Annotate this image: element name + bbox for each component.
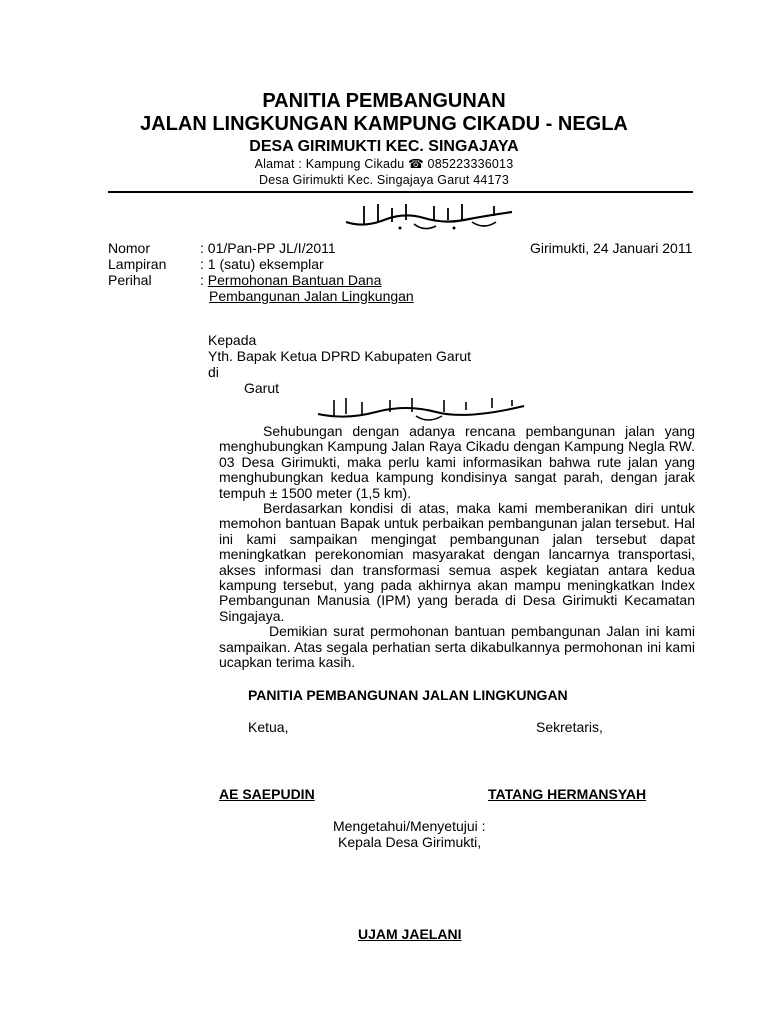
body-paragraph-3: Demikian surat permohonan bantuan pembangunan Jalan ini kami sampaikan. Atas segala perhatian serta dikabulkannya permohonan ini kami ucapkan terima kasih.	[219, 623, 695, 671]
nomor-label: Nomor	[108, 240, 151, 256]
bismillah-calligraphy	[344, 198, 514, 234]
letterhead-address-line1: Alamat : Kampung Cikadu ☎ 085223336013	[254, 157, 514, 171]
recipient-kepada: Kepada	[208, 332, 257, 348]
perihal-value-line2: Pembangunan Jalan Lingkungan	[209, 288, 414, 304]
letter-date: Girimukti, 24 Januari 2011	[530, 240, 693, 256]
letterhead-address-line2: Desa Girimukti Kec. Singajaya Garut 44173	[259, 173, 509, 187]
ketua-title: Ketua,	[248, 719, 289, 735]
kades-name: UJAM JAELANI	[358, 926, 462, 942]
nomor-value: : 01/Pan-PP JL/I/2011	[200, 240, 336, 256]
lampiran-value: : 1 (satu) eksemplar	[200, 256, 324, 272]
letterhead-subtitle: JALAN LINGKUNGAN KAMPUNG CIKADU - NEGLA	[140, 113, 628, 135]
recipient-city: Garut	[244, 380, 280, 396]
sekretaris-title: Sekretaris,	[536, 719, 603, 735]
letterhead-divider	[108, 191, 693, 193]
perihal-value-line1: Permohonan Bantuan Dana	[207, 272, 382, 288]
body-paragraph-2: Berdasarkan kondisi di atas, maka kami memberanikan diri untuk memohon bantuan Bapak untuk perbaikan pembangunan jalan tersebut. Hal ini kami sampaikan mengingat pembangunan jalan tersebut dapat meningkatkan perekonomian masyarakat dengan lancarnya transportasi, akses informasi dan transformasi semua aspek kegiatan antara kedua kampung tersebut, yang pada akhirnya akan mampu meningkatkan Index Pembangunan Manusia (IPM) yang berada di Desa Girimukti Kecamatan Singajaya.	[219, 500, 695, 624]
approval-position: Kepala Desa Girimukti,	[338, 834, 482, 850]
perihal-colon: :	[200, 272, 208, 288]
ketua-name: AE SAEPUDIN	[219, 786, 315, 802]
lampiran-label: Lampiran	[108, 256, 167, 272]
letterhead-village: DESA GIRIMUKTI KEC. SINGAJAYA	[249, 138, 519, 155]
perihal-line1	[200, 272, 381, 289]
recipient-di: di	[208, 364, 219, 380]
committee-name: PANITIA PEMBANGUNAN JALAN LINGKUNGAN	[248, 687, 568, 703]
recipient-name: Yth. Bapak Ketua DPRD Kabupaten Garut	[208, 348, 472, 364]
letterhead-title: PANITIA PEMBANGUNAN	[262, 90, 506, 112]
letter-body	[219, 424, 695, 671]
approval-label: Mengetahui/Menyetujui :	[333, 818, 486, 834]
sekretaris-name: TATANG HERMANSYAH	[488, 786, 647, 802]
salam-calligraphy	[316, 394, 526, 424]
perihal-label: Perihal	[108, 272, 152, 288]
body-paragraph-1: Sehubungan dengan adanya rencana pembangunan jalan yang menghubungkan Kampung Jalan Raya Cikadu dengan Kampung Negla RW. 03 Desa Girimukti, maka perlu kami informasikan bahwa rute jalan yang menghubungkan kedua kampung kondisinya sangat parah, dengan jarak tempuh ± 1500 meter (1,5 km).	[219, 423, 695, 501]
